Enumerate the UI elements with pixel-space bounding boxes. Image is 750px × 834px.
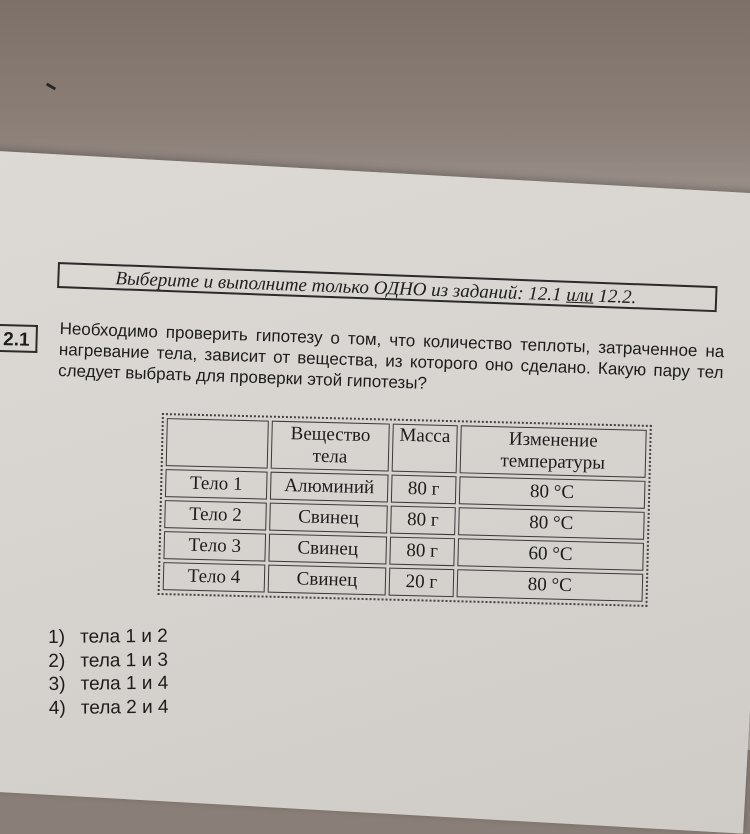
answer-text: тела 1 и 4 (80, 672, 169, 695)
data-table-container (158, 413, 652, 607)
answer-options (48, 625, 169, 720)
header-text-before: Выберите и выполните только ОДНО из заданий: 12.1 (115, 268, 567, 306)
table-header-cell (166, 418, 269, 468)
data-table (158, 413, 652, 607)
answer-number: 4) (48, 697, 66, 719)
table-cell: 80 °C (458, 507, 645, 540)
table-cell: 20 г (389, 568, 455, 598)
table-cell: Тело 2 (164, 500, 267, 530)
table-cell: Тело 3 (163, 531, 266, 561)
instruction-header (57, 262, 718, 312)
table-cell: 80 г (391, 475, 457, 505)
answer-number: 2) (48, 650, 66, 672)
answer-text: тела 2 и 4 (80, 696, 169, 719)
table-cell: 80 °C (459, 476, 646, 509)
task-number: 2.1 (0, 324, 38, 353)
question-text: Необходимо проверить гипотезу о том, что количество теплоты, затраченное на нагревание тела, зависит от вещества, из которого оно сделано. Какую пару тел следует выбрать для проверки этой гипотезы? (57, 318, 725, 393)
answer-option (49, 695, 169, 720)
table-cell: 80 °C (456, 569, 643, 602)
table-cell: Свинец (268, 534, 387, 565)
answer-option (48, 625, 168, 650)
table-header-row (166, 418, 647, 478)
table-header-cell: Вещество тела (271, 421, 390, 472)
table-header-cell: Масса (392, 424, 458, 474)
table-cell: 80 г (390, 506, 456, 536)
table-cell: Тело 4 (163, 562, 266, 592)
answer-text: тела 1 и 3 (80, 649, 169, 672)
answer-number: 1) (48, 626, 66, 648)
table-cell: Алюминий (270, 472, 389, 503)
table-cell: 60 °C (457, 538, 644, 571)
header-text-after: 12.2. (593, 285, 637, 309)
answer-option (48, 672, 168, 697)
table-cell: 80 г (389, 537, 455, 567)
answer-option (48, 648, 168, 673)
table-header-cell: Изменение температуры (459, 425, 646, 478)
table-cell: Тело 1 (165, 469, 268, 499)
answer-text: тела 1 и 2 (80, 625, 168, 648)
table-cell: Свинец (268, 565, 387, 596)
header-text-or: или (565, 284, 594, 307)
answer-number: 3) (48, 673, 66, 695)
table-cell: Свинец (269, 503, 388, 534)
